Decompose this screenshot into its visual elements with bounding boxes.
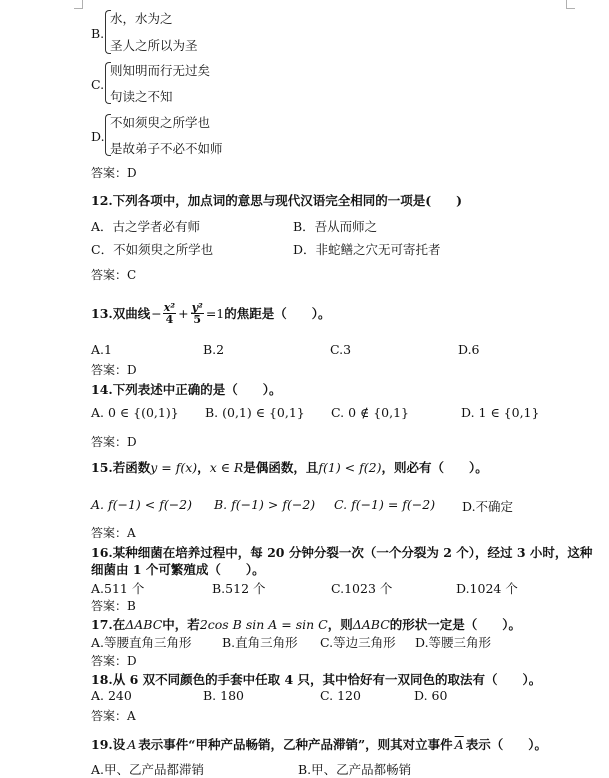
q15-answer: 答案：A — [91, 526, 136, 540]
q18-option-a: A. 240 — [91, 688, 132, 703]
q15-suffix: ，则必有（ ）。 — [381, 460, 488, 475]
q17-suffix: 的形状一定是（ ）。 — [389, 617, 522, 632]
q15-option-a: A. f(−1) < f(−2) — [91, 497, 193, 512]
option-d-letter: D. — [91, 129, 105, 144]
q13-frac1-num: x² — [163, 300, 176, 314]
q12-option-d: D．非蛇鳝之穴无可寄托者 — [293, 242, 441, 257]
q15-domain: x ∈ R — [209, 460, 244, 475]
option-b-letter: B. — [91, 26, 105, 41]
q13-frac1-den: 4 — [165, 312, 174, 326]
q13-answer: 答案：D — [91, 363, 137, 377]
q17-prefix: 17.在 — [91, 617, 126, 632]
option-d-line1: 不如须臾之所学也 — [110, 115, 211, 130]
q16-option-c: C.1023 个 — [331, 581, 393, 596]
q17-option-a: A.等腰直角三角形 — [91, 635, 192, 650]
q14-option-b: B. (0,1) ∈ {0,1} — [205, 405, 305, 420]
q13-option-c: C.3 — [330, 342, 352, 357]
q14-answer: 答案：D — [91, 435, 137, 449]
option-c-line2: 句读之不知 — [110, 89, 173, 104]
q16-answer: 答案：B — [91, 599, 136, 613]
q12-option-c: C．不如须臾之所学也 — [91, 242, 214, 257]
q17-triangle-1: ΔABC — [125, 617, 163, 632]
q13-minus: − — [151, 305, 162, 321]
q15-mid: ， — [197, 460, 210, 475]
q13-fraction-x — [163, 302, 176, 325]
q17-mid: 中，若 — [162, 617, 200, 632]
q17-option-c: C.等边三角形 — [320, 635, 396, 650]
q13-plus: + — [178, 305, 189, 321]
q13-fraction-y — [191, 302, 204, 325]
q18-option-b: B. 180 — [203, 688, 244, 703]
q13-frac2-num: y² — [191, 300, 203, 314]
q19-var: A — [127, 737, 137, 752]
q16-option-a: A.511 个 — [91, 581, 145, 596]
q19-option-b: B.甲、乙产品都畅销 — [298, 762, 412, 777]
q16-stem-line2: 细菌由 1 个可繁殖成（ ）。 — [91, 562, 265, 577]
q13-suffix: 的焦距是（ ）。 — [224, 306, 331, 321]
q15-cond: f(1) < f(2) — [318, 460, 382, 475]
q19-var-complement: $\overline{A}$ — [454, 737, 464, 752]
q13-frac2-den: 5 — [193, 312, 202, 326]
q17-answer: 答案：D — [91, 654, 137, 668]
q14-option-a: A. 0 ∈ {(0,1)} — [91, 405, 179, 420]
option-c-line1: 则知明而行无过矣 — [110, 63, 211, 78]
q18-answer: 答案：A — [91, 709, 136, 723]
option-b-line2: 圣人之所以为圣 — [110, 38, 198, 53]
q17-mid2: ，则 — [327, 617, 353, 632]
q13-option-d: D.6 — [458, 342, 480, 357]
option-c-letter: C. — [91, 77, 105, 92]
q12-option-b: B．吾从而师之 — [293, 219, 378, 234]
q13-stem — [91, 297, 331, 329]
q17-condition: 2cos B sin A = sin C — [199, 617, 328, 632]
q15-mid2: 是偶函数，且 — [243, 460, 319, 475]
page-corner-marker-right — [566, 0, 575, 9]
q12-stem: 12.下列各项中，加点词的意思与现代汉语完全相同的一项是( ) — [91, 193, 463, 208]
pre-answer: 答案：D — [91, 166, 137, 180]
q16-option-d: D.1024 个 — [456, 581, 518, 596]
q19-stem — [91, 735, 547, 753]
q18-option-d: D. 60 — [414, 688, 448, 703]
q17-option-d: D.等腰三角形 — [415, 635, 492, 650]
q19-suffix: 表示（ ）。 — [465, 737, 547, 752]
q17-option-b: B.直角三角形 — [222, 635, 298, 650]
q16-stem-line1: 16.某种细菌在培养过程中，每 20 分钟分裂一次（一个分裂为 2 个），经过 3 小时，这种 — [91, 545, 593, 560]
q18-stem: 18.从 6 双不同颜色的手套中任取 4 只，其中恰好有一双同色的取法有（ ）。 — [91, 672, 542, 687]
q14-option-d: D. 1 ∈ {0,1} — [461, 405, 540, 420]
q15-option-d: D.不确定 — [462, 499, 514, 514]
q17-triangle-2: ΔABC — [352, 617, 390, 632]
option-b-line1: 水，水为之 — [110, 11, 173, 26]
q15-func: y = f(x) — [150, 460, 198, 475]
q12-answer: 答案：C — [91, 268, 137, 282]
q14-stem: 14.下列表述中正确的是（ ）。 — [91, 382, 282, 397]
q13-prefix: 13.双曲线 — [91, 306, 151, 321]
q13-option-a: A.1 — [91, 342, 112, 357]
q19-mid: 表示事件“甲种产品畅销，乙种产品滞销”，则其对立事件 — [138, 737, 453, 752]
q14-option-c: C. 0 ∉ {0,1} — [331, 405, 410, 420]
q15-option-b: B. f(−1) > f(−2) — [214, 497, 316, 512]
q13-option-b: B.2 — [203, 342, 225, 357]
q13-eq: =1 — [205, 305, 225, 321]
q15-stem — [91, 458, 488, 476]
q15-prefix: 15.若函数 — [91, 460, 151, 475]
q12-option-a: A．古之学者必有师 — [91, 219, 201, 234]
q17-stem — [91, 615, 521, 633]
q18-option-c: C. 120 — [320, 688, 361, 703]
q16-option-b: B.512 个 — [212, 581, 266, 596]
q19-prefix: 19.设 — [91, 737, 126, 752]
option-d-line2: 是故弟子不必不如师 — [110, 141, 223, 156]
page-corner-marker-left — [74, 0, 83, 9]
q19-option-a: A.甲、乙产品都滞销 — [91, 762, 205, 777]
q15-option-c: C. f(−1) = f(−2) — [334, 497, 436, 512]
